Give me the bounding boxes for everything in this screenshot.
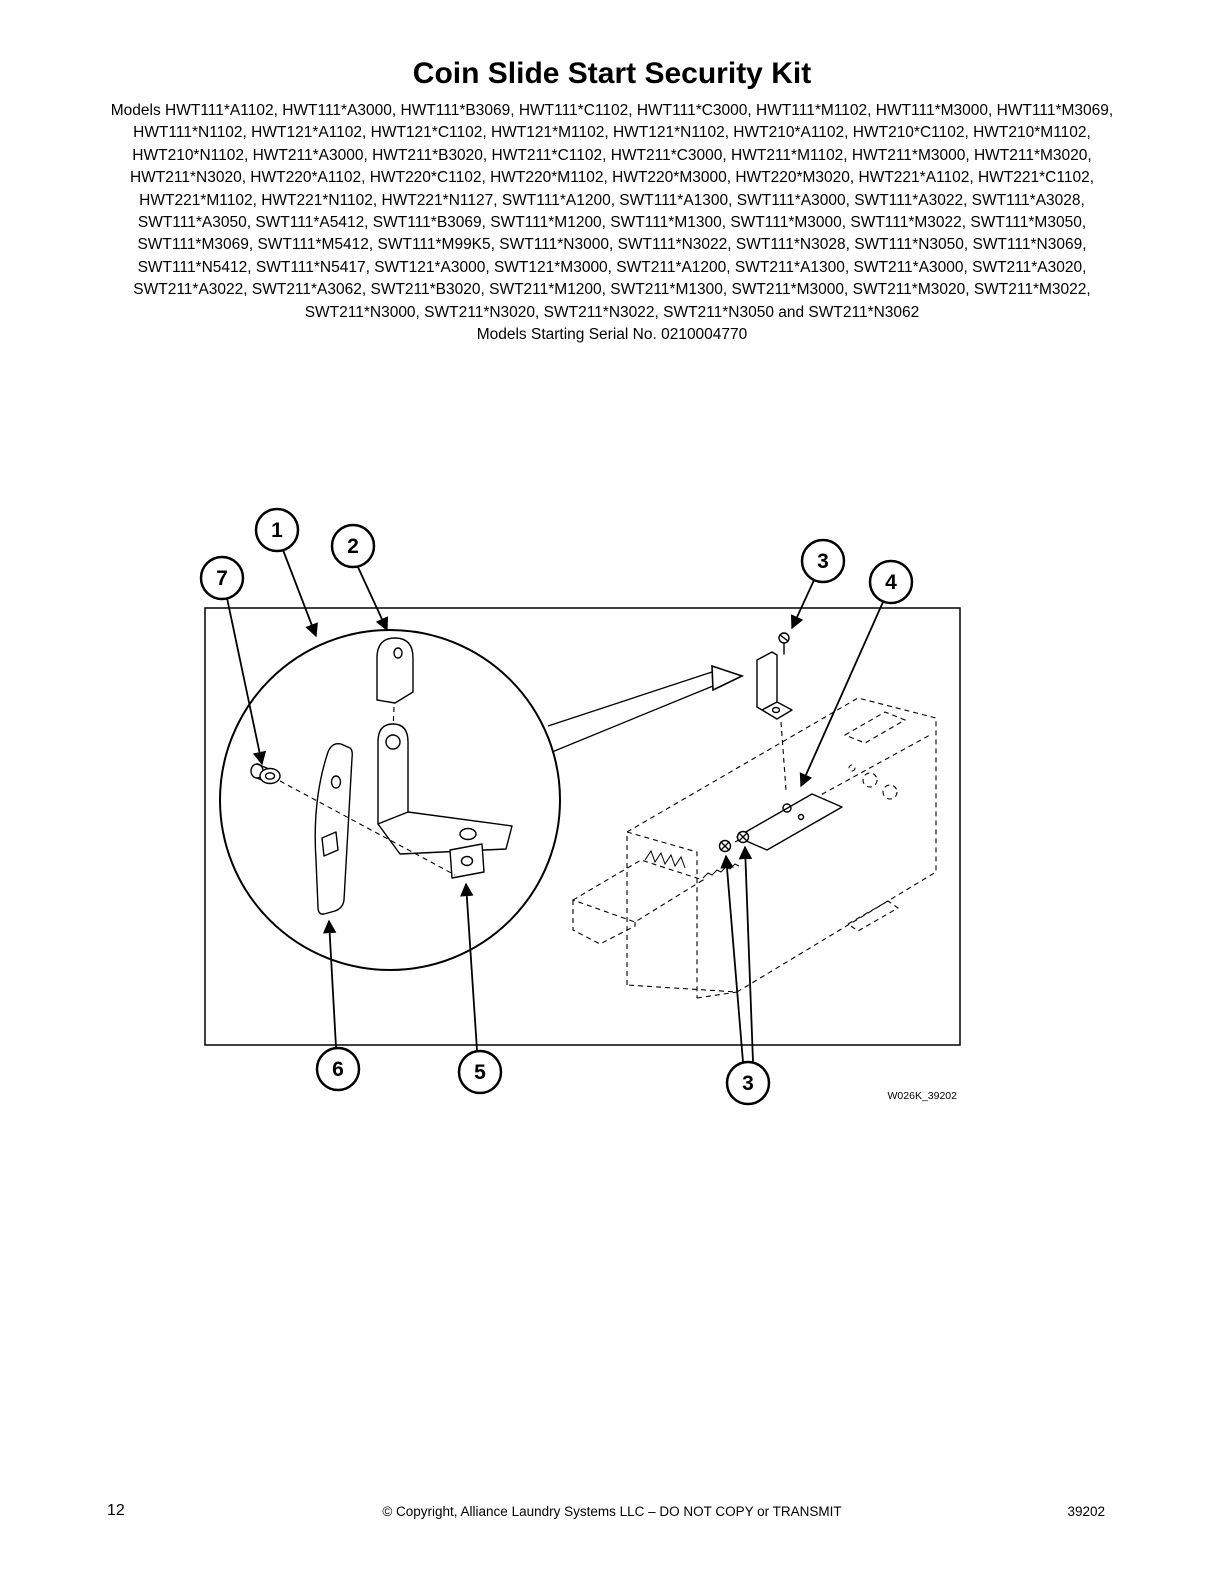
callout-2 — [332, 525, 374, 567]
callout-1 — [256, 509, 298, 551]
callout-5 — [459, 1051, 501, 1093]
leader-3-bottom-b — [745, 847, 753, 1062]
leader-2 — [357, 565, 387, 630]
serial-number-line: Models Starting Serial No. 0210004770 — [476, 326, 748, 344]
leader-4 — [801, 602, 883, 786]
screw-part-3-top — [779, 633, 789, 654]
tab-bracket-part-2 — [377, 638, 413, 703]
copyright-notice: © Copyright, Alliance Laundry Systems LLC – DO NOT COPY or TRANSMIT — [382, 1504, 842, 1519]
leader-1 — [283, 550, 316, 636]
callout-3-bottom — [727, 1062, 769, 1104]
lock-bracket-part-3 — [757, 652, 792, 719]
svg-text:2: 2 — [347, 535, 359, 558]
coin-slide-outline — [573, 860, 703, 944]
svg-text:4: 4 — [885, 571, 897, 594]
svg-text:3: 3 — [817, 550, 829, 573]
callout-3-top — [802, 540, 844, 582]
coin-slide-slots — [645, 851, 685, 868]
leader-3-bottom-a — [726, 856, 743, 1062]
svg-text:3: 3 — [742, 1072, 754, 1095]
pointer-open-arrowhead — [712, 666, 742, 690]
mounting-plate-part-4 — [737, 794, 842, 850]
svg-text:1: 1 — [271, 519, 283, 542]
washer-cabinet-outline — [627, 698, 936, 998]
svg-text:6: 6 — [332, 1058, 344, 1081]
callout-7 — [201, 557, 243, 599]
figure-code: W026K_39202 — [887, 1090, 957, 1102]
pointer-line-top — [548, 672, 712, 726]
svg-text:7: 7 — [216, 567, 228, 590]
pointer-line-bottom — [552, 686, 713, 752]
assembly-line-part-3 — [781, 722, 786, 790]
callout-4 — [870, 561, 912, 603]
exploded-parts-diagram — [0, 480, 1224, 1140]
page-footer — [0, 1502, 1224, 1532]
page-title: Coin Slide Start Security Kit — [412, 57, 812, 90]
screws-part-3-bottom — [720, 832, 749, 852]
page-number: 12 — [107, 1502, 125, 1519]
models-list: Models HWT111*A1102, HWT111*A3000, HWT111*B3069, HWT111*C1102, HWT111*C3000, HWT111*M1102, HWT111*M3000, HWT111*M3069, HWT111*N1102, HWT121*A1102, HWT121*C1102, HWT121*M1102, HWT121*N1102, HWT210*A1102, HWT210*C1102, HWT210*M1102, HWT210*N1102, HWT211*A3000, HWT211*B3020, HWT211*C1102, HWT211*C3000, HWT211*M1102, HWT211*M3000, HWT211*M3020, HWT211*N3020, HWT220*A1102, HWT220*C1102, HWT220*M1102, HWT220*M3000, HWT220*M3020, HWT221*A1102, HWT221*C1102, HWT221*M1102, HWT221*N1102, HWT221*N1127, SWT111*A1200, SWT111*A1300, SWT111*A3000, SWT111*A3022, SWT111*A3028, SWT111*A3050, SWT111*A5412, SWT111*B3069, SWT111*M1200, SWT111*M1300, SWT111*M3000, SWT111*M3022, SWT111*M3050, SWT111*M3069, SWT111*M5412, SWT111*M99K5, SWT111*N3000, SWT111*N3022, SWT111*N3028, SWT111*N3050, SWT111*N3069, SWT111*N5412, SWT111*N5417, SWT121*A3000, SWT121*M3000, SWT211*A1200, SWT211*A1300, SWT211*A3000, SWT211*A3020, SWT211*A3022, SWT211*A3062, SWT211*B3020, SWT211*M1200, SWT211*M1300, SWT211*M3000, SWT211*M3020, SWT211*M3022, SWT211*N3000, SWT211*N3020, SWT211*N3022, SWT211*N3050 and SWT211*N3062 — [110, 102, 1114, 321]
document-number: 39202 — [1067, 1504, 1105, 1519]
svg-text:5: 5 — [474, 1061, 486, 1084]
callout-6 — [317, 1048, 359, 1090]
coin-slide-spring — [703, 864, 739, 878]
leader-3-top — [792, 578, 815, 628]
